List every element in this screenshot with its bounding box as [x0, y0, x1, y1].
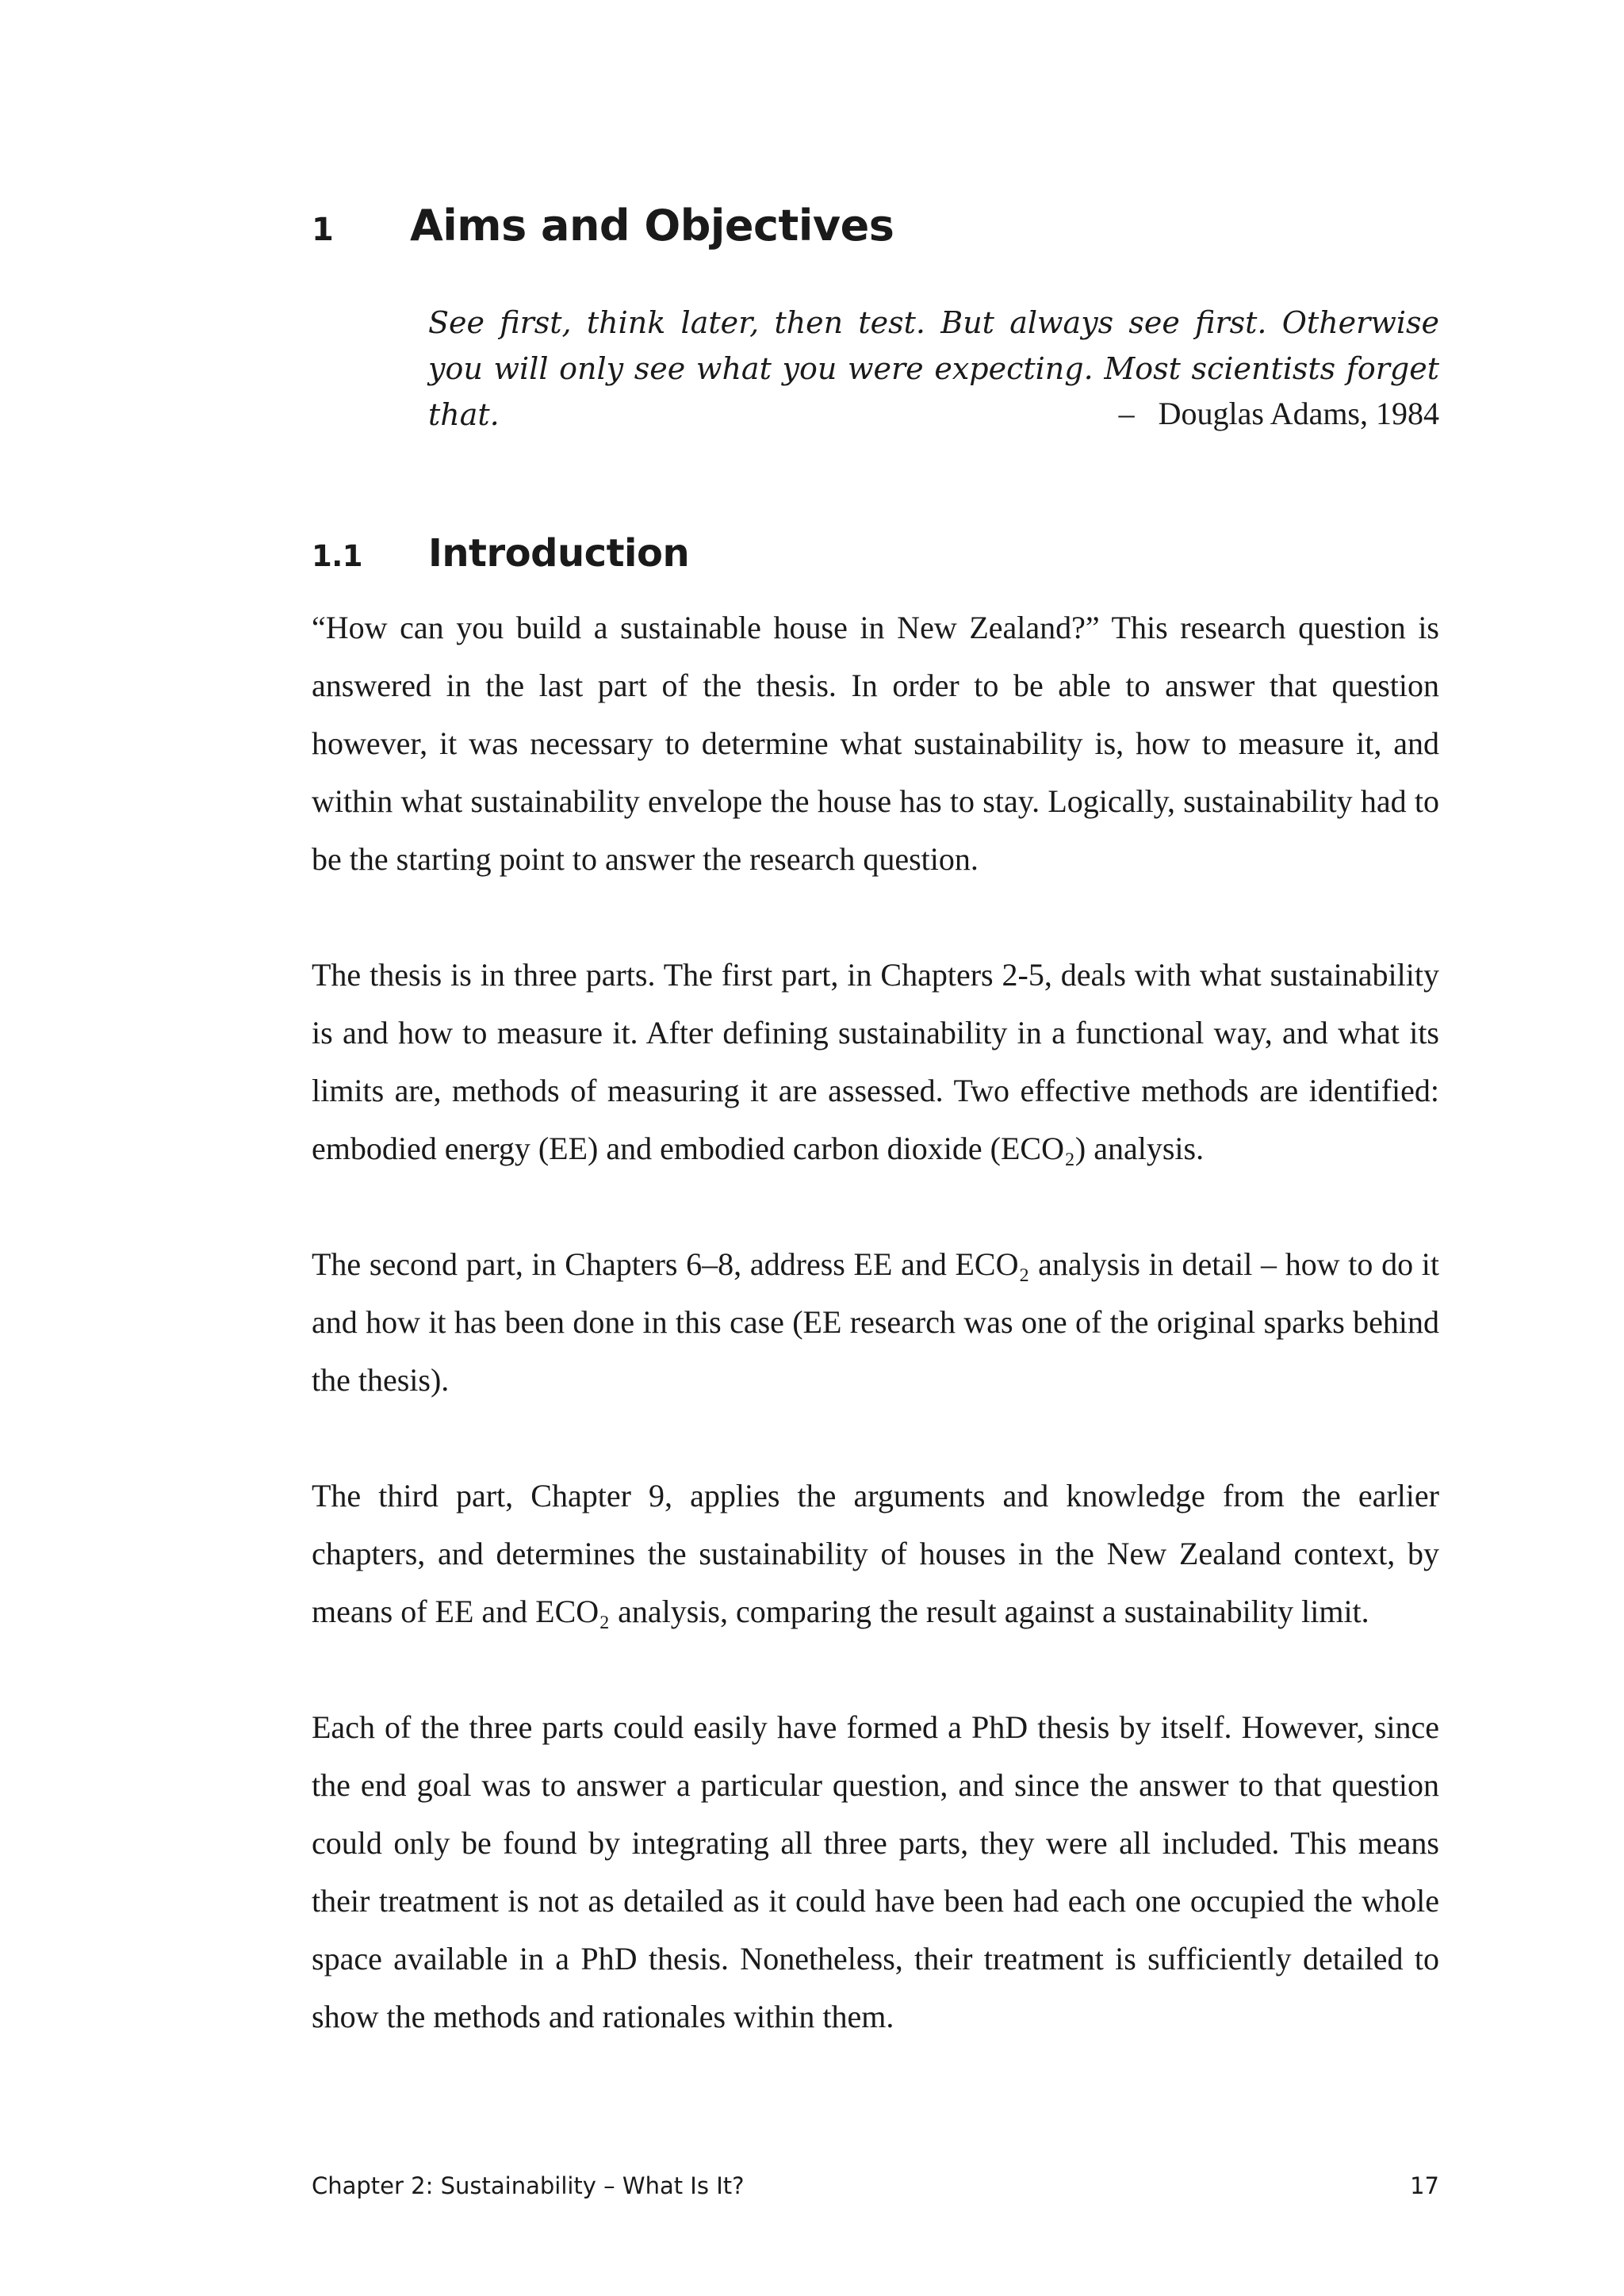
body-text — [312, 599, 1439, 2103]
paragraph-1: “How can you build a sustainable house in New Zealand?” This research question is answered in the last part of the thesis. In order to be able to answer that question however, it was necessary to determine what sustainability is, how to measure it, and within what sustainability envelope the house has to stay. Logically, sustainability had to be the starting point to answer the research question. — [312, 610, 1439, 877]
paragraph-3: The second part, in Chapters 6–8, address EE and ECO₂ analysis in detail – how to do it and how it has been done in this case (EE research was one of the original sparks behind the thesis). — [312, 1246, 1439, 1398]
section-heading — [312, 526, 689, 584]
paragraph-2: The thesis is in three parts. The first part, in Chapters 2-5, deals with what sustainability is and how to measure it. After defining sustainability in a functional way, and what its limits are, methods of measuring it are assessed. Two effective methods are identified: embodied energy (EE) and embodied carbon dioxide (ECO₂) analysis. — [312, 957, 1439, 1166]
paragraph-4: The third part, Chapter 9, applies the arguments and knowledge from the earlier chapters, and determines the sustainability of houses in the New Zealand context, by means of EE and ECO₂ analysis, comparing the result against a sustainability limit. — [312, 1478, 1439, 1629]
chapter-number: 1 — [312, 212, 334, 248]
epigraph-quote: See first, think later, then test. But always see first. Otherwise you will only see what you were expecting. Most scientists forget that. — [428, 305, 1439, 432]
page-number: 17 — [1410, 2172, 1439, 2199]
paragraph-5: Each of the three parts could easily have formed a PhD thesis by itself. However, since the end goal was to answer a particular question, and since the answer to that question could only be found by integrating all three parts, they were all included. This means their treatment is not as detailed as it could have been had each one occupied the whole space available in a PhD thesis. Nonetheless, their treatment is sufficiently detailed to show the methods and rationales within them. — [312, 1709, 1439, 2034]
chapter-heading — [312, 194, 894, 262]
attribution-author: Douglas Adams, 1984 — [1158, 396, 1439, 431]
chapter-title: Aims and Objectives — [410, 201, 894, 251]
page-footer — [312, 2170, 1439, 2202]
attribution-dash: – — [1118, 396, 1135, 431]
running-title: Chapter 2: Sustainability – What Is It? — [312, 2172, 745, 2199]
section-number: 1.1 — [312, 539, 363, 573]
section-title: Introduction — [428, 531, 690, 576]
epigraph-attribution — [1119, 391, 1439, 437]
